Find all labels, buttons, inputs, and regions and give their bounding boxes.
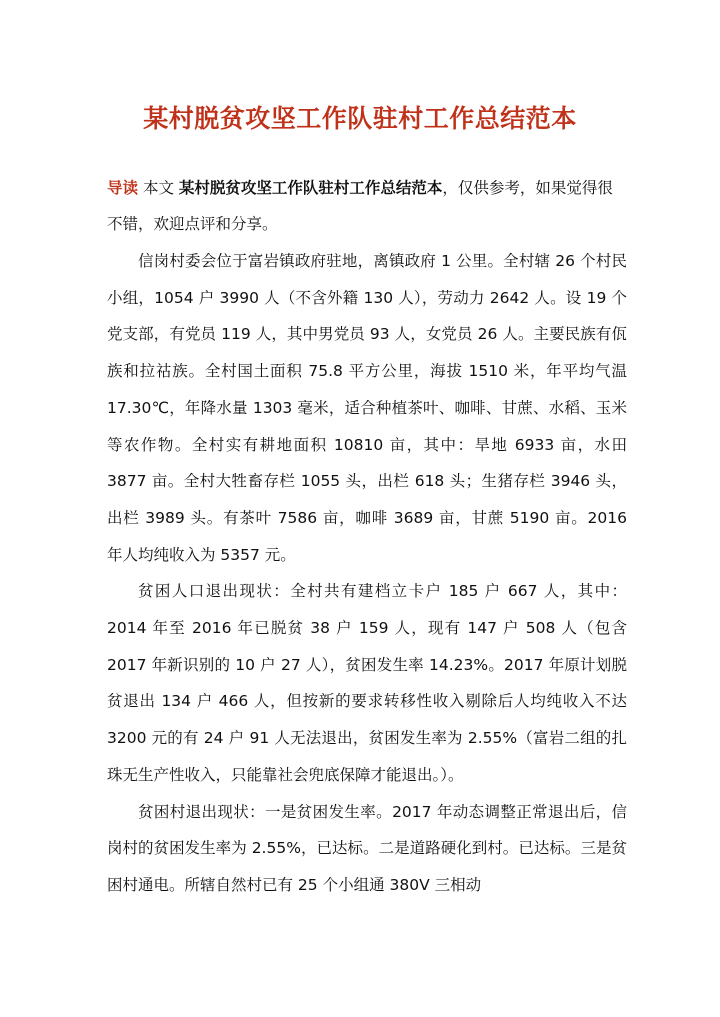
intro-doc-title: 某村脱贫攻坚工作队驻村工作总结范本 — [178, 179, 443, 197]
paragraph-poverty-village-exit: 贫困村退出现状：一是贫困发生率。2017 年动态调整正常退出后，信岗村的贫困发生率为 2.55%，已达标。二是道路硬化到村。已达标。三是贫困村通电。所辖自然村已有 25 个小组通 380V 三相动 — [107, 802, 627, 894]
intro-prefix: 本文 — [138, 179, 179, 197]
document-body — [107, 243, 627, 904]
intro-label: 导读 — [107, 179, 139, 197]
paragraph-village-overview: 信岗村委会位于富岩镇政府驻地，离镇政府 1 公里。全村辖 26 个村民小组，1054 户 3990 人（不含外籍 130 人），劳动力 2642 人。设 19 个党支部，有党员 119 人，其中男党员 93 人，女党员 26 人。主要民族有佤族和拉祜族。全村国土面积 75.8 平方公里，海拔 1510 米，年平均气温 17.30℃，年降水量 1303 毫米，适合种植茶叶、咖啡、甘蔗、水稻、玉米等农作物。全村实有耕地面积 10810 亩，其中：旱地 6933 亩，水田 3877 亩。全村大牲畜存栏 1055 头，出栏 618 头；生猪存栏 3946 头，出栏 3989 头。有茶叶 7586 亩，咖啡 3689 亩，甘蔗 5190 亩。2016 年人均纯收入为 5357 元。 — [107, 252, 627, 564]
document-title: 某村脱贫攻坚工作队驻村工作总结范本 — [143, 104, 577, 133]
intro-suffix: ，仅供参考，如果觉得很不错，欢迎点评和分享。 — [107, 179, 613, 233]
paragraph-poverty-population: 贫困人口退出现状：全村共有建档立卡户 185 户 667 人，其中：2014 年至 2016 年已脱贫 38 户 159 人，现有 147 户 508 人（包含 2017 年新识别的 10 户 27 人），贫困发生率 14.23%。2017 年原计划脱贫退出 134 户 466 人，但按新的要求转移性收入剔除后人均纯收入不达 3200 元的有 24 户 91 人无法退出，贫困发生率为 2.55%（富岩二组的扎珠无生产性收入，只能靠社会兜底保障才能退出。）。 — [107, 582, 627, 784]
intro-paragraph — [107, 170, 627, 242]
